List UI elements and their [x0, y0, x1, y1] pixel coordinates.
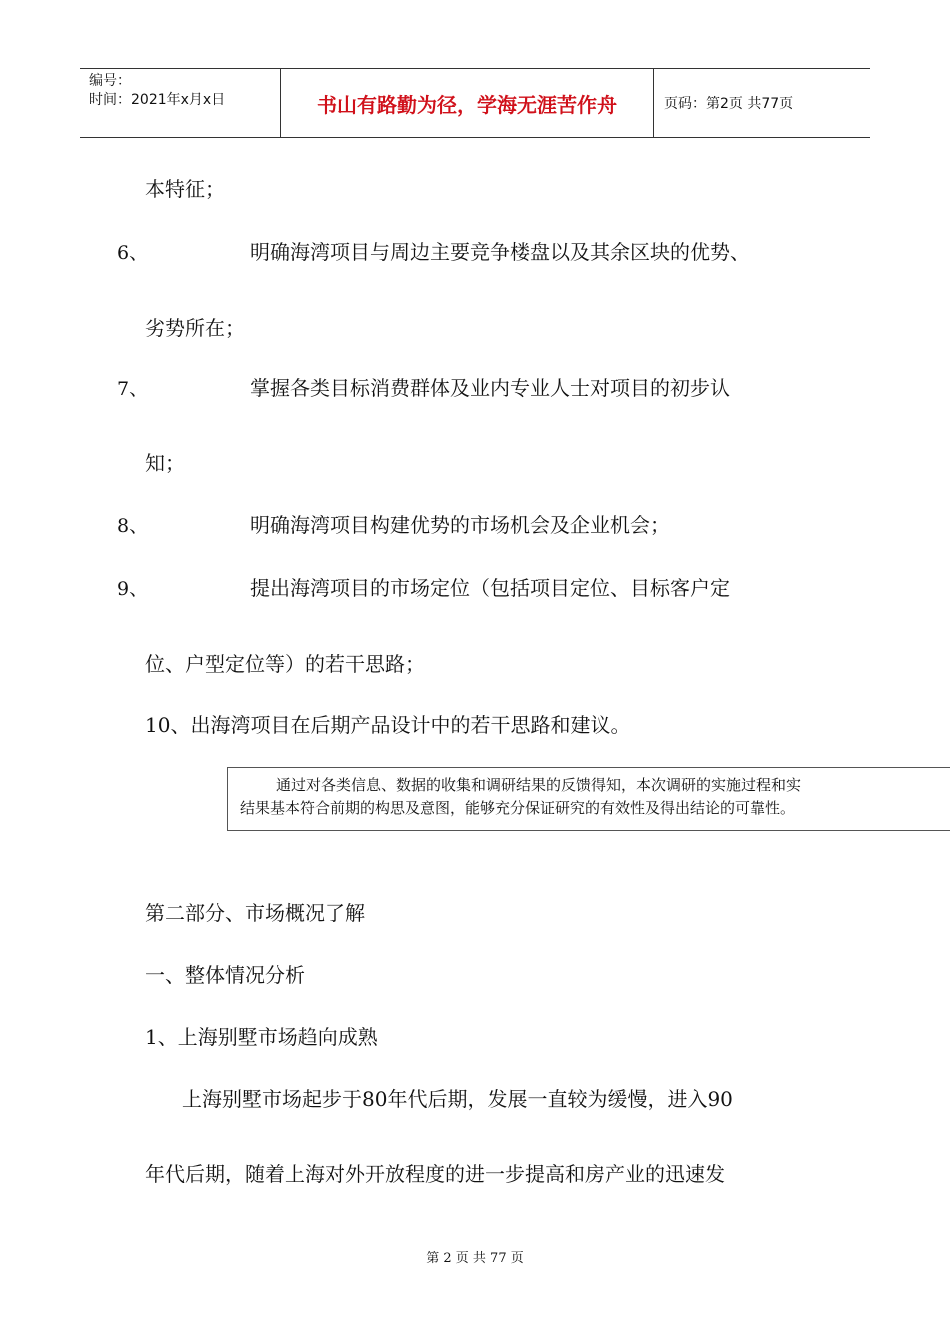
- item10-text: 10、出海湾项目在后期产品设计中的若干思路和建议。: [145, 713, 631, 737]
- item8-number: 8、: [117, 515, 149, 537]
- item7-number: 7、: [117, 378, 149, 400]
- paragraph-line-1: 上海别墅市场起步于80年代后期，发展一直较为缓慢，进入90: [182, 1087, 733, 1111]
- item6-text: 明确海湾项目与周边主要竞争楼盘以及其余区块的优势、: [250, 240, 750, 264]
- section-title: 第二部分、市场概况了解: [145, 901, 365, 925]
- item9-number: 9、: [117, 578, 149, 600]
- item9-continuation: 位、户型定位等）的若干思路；: [145, 652, 425, 676]
- header-page-code: 页码：第2页 共77页: [664, 96, 794, 112]
- note-line-2: 结果基本符合前期的构思及意图，能够充分保证研究的有效性及得出结论的可靠性。: [240, 799, 796, 817]
- item7-text: 掌握各类目标消费群体及业内专业人士对项目的初步认: [250, 376, 730, 400]
- note-line-1: 通过对各类信息、数据的收集和调研结果的反馈得知，本次调研的实施过程和实: [276, 776, 802, 794]
- note-box: [227, 767, 950, 831]
- item8-text: 明确海湾项目构建优势的市场机会及企业机会；: [250, 513, 670, 537]
- paragraph-line-2: 年代后期，随着上海对外开放程度的进一步提高和房产业的迅速发: [145, 1162, 725, 1186]
- header-time-label: 时间：2021年x月x日: [89, 92, 226, 108]
- item6-number: 6、: [117, 242, 149, 264]
- subsection-title: 一、整体情况分析: [145, 963, 305, 987]
- point-1-title: 1、上海别墅市场趋向成熟: [145, 1025, 378, 1049]
- page-footer: 第 2 页 共 77 页: [426, 1251, 524, 1266]
- document-header: [80, 68, 870, 138]
- header-motto: 书山有路勤为径，学海无涯苦作舟: [281, 69, 654, 137]
- item6-continuation: 劣势所在；: [145, 316, 245, 340]
- item7-continuation: 知；: [145, 451, 185, 475]
- item5-continuation: 本特征；: [145, 177, 225, 201]
- item9-text: 提出海湾项目的市场定位（包括项目定位、目标客户定: [250, 576, 730, 600]
- header-number-label: 编号：: [89, 73, 131, 89]
- header-meta: [80, 69, 281, 137]
